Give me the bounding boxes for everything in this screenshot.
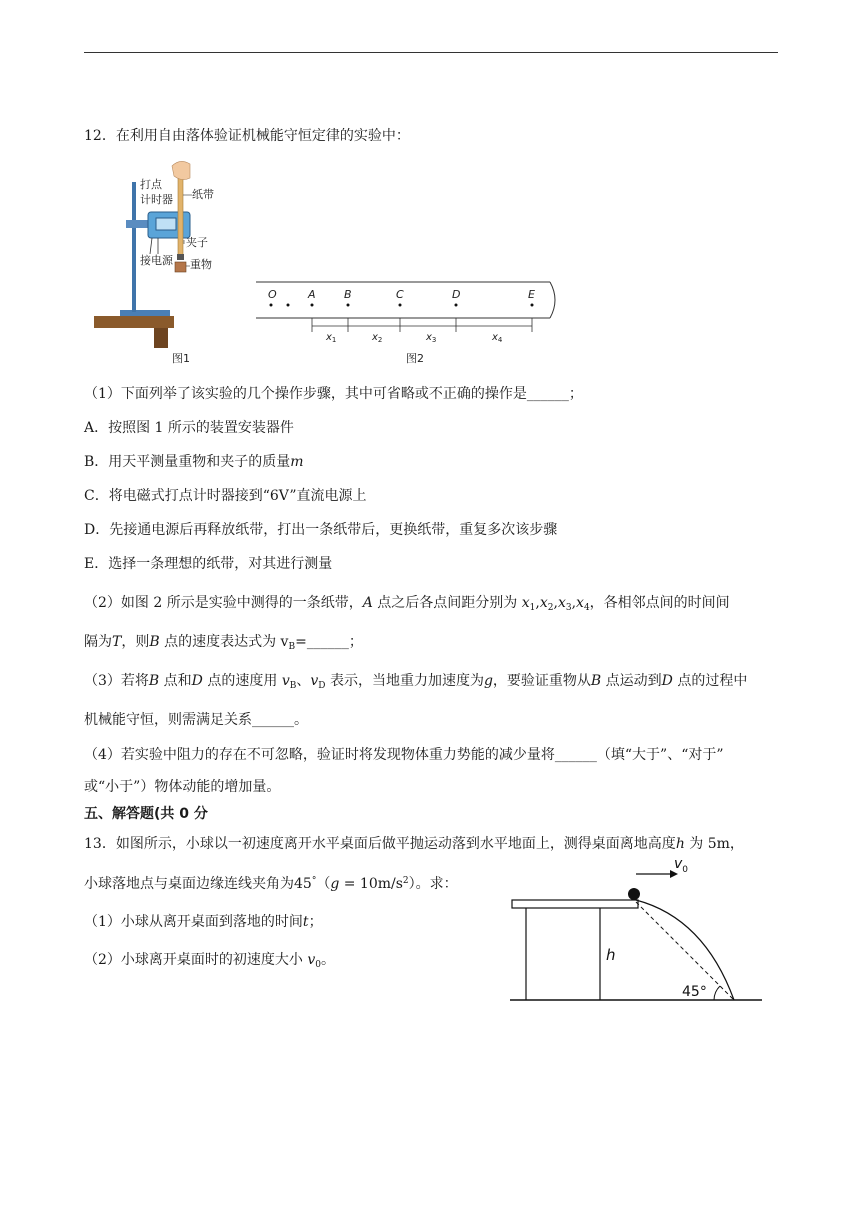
q12-title: 12．在利用自由落体验证机械能守恒定律的实验中： (84, 128, 410, 144)
label-v0: $v_0$ (674, 856, 689, 875)
q12-part4-line2: 或“小于”）物体动能的增加量。 (84, 779, 281, 795)
table-leg (154, 328, 168, 348)
q13-line1: 13．如图所示，小球以一初速度离开水平桌面后做平抛运动落到水平地面上，测得桌面离地高度h 为 5m， (84, 836, 744, 852)
q12-part2-line1: （2）如图 2 所示是实验中测得的一条纸带，A 点之后各点间距分别为 $x_1,x_2,x_3,x_4$，各相邻点间的时间间 (84, 595, 730, 613)
timer-window (156, 218, 176, 230)
option-a: A．按照图 1 所示的装置安装器件 (84, 420, 294, 436)
label-clip: 夹子 (186, 236, 208, 249)
weight (175, 262, 186, 272)
label-weight: 重物 (190, 258, 212, 271)
point-label-o: O (268, 288, 277, 301)
option-b: B．用天平测量重物和夹子的质量m (84, 454, 304, 470)
q13-sub1: （1）小球从离开桌面到落地的时间t； (84, 914, 323, 930)
gap-label-x4: $x_4$ (492, 332, 503, 344)
hand (172, 161, 190, 179)
header-rule (84, 52, 778, 53)
clip (177, 254, 184, 260)
point-label-b: B (344, 288, 352, 301)
gap-label-x3: $x_3$ (426, 332, 437, 344)
option-d: D．先接通电源后再释放纸带，打出一条纸带后，更换纸带，重复多次该步骤 (84, 522, 558, 538)
stand-pole (132, 182, 136, 312)
point-label-d: D (452, 288, 461, 301)
gap-label-x1: $x_1$ (326, 332, 337, 344)
option-e: E．选择一条理想的纸带，对其进行测量 (84, 556, 333, 572)
label-timer-2: 计时器 (140, 193, 173, 206)
section-5-heading: 五、解答题(共 0 分 (84, 806, 208, 822)
figure-1-caption: 图1 (172, 352, 190, 365)
label-angle: 45° (682, 984, 707, 1000)
label-h: h (606, 946, 616, 964)
figure-2-caption: 图2 (406, 352, 424, 365)
q12-part1: （1）下面列举了该实验的几个操作步骤，其中可省略或不正确的操作是______； (84, 386, 583, 402)
point-label-c: C (396, 288, 404, 301)
label-power: 接电源 (140, 254, 173, 267)
q12-part4-line1: （4）若实验中阻力的存在不可忽略，验证时将发现物体重力势能的减少量将______（填“大于”、“对于” (84, 747, 724, 763)
ball (628, 888, 640, 900)
q13-line2: 小球落地点与桌面边缘连线夹角为$45^\circ(g = 10m/s^2)$。求： (84, 876, 458, 892)
option-c: C．将电磁式打点计时器接到“6V”直流电源上 (84, 488, 367, 504)
figure-2-tape (254, 280, 566, 372)
figure-projectile (508, 854, 770, 1008)
q12-part2-line2: 隔为T，则B 点的速度表达式为 $v_B=\_\_\_\_\_\_$； (84, 634, 363, 652)
q13-sub2: （2）小球离开桌面时的初速度大小 $v_0$。 (84, 952, 336, 970)
label-timer-1: 打点 (140, 178, 162, 191)
label-tape: 纸带 (192, 188, 214, 201)
paper-tape (178, 168, 183, 258)
q12-part3-line1: （3）若将B 点和D 点的速度用 $v_B$、$v_D$ 表示，当地重力加速度为g，要验证重物从B 点运动到D 点的过程中 (84, 673, 748, 691)
table-top (94, 316, 174, 328)
table-top (512, 900, 638, 908)
stand-clamp (126, 220, 148, 228)
point-label-e: E (528, 288, 535, 301)
q12-part3-line2: 机械能守恒，则需满足关系______。 (84, 712, 308, 728)
point-label-a: A (308, 288, 316, 301)
figure-1-apparatus (92, 158, 232, 368)
gap-label-x2: $x_2$ (372, 332, 383, 344)
stand-base (120, 310, 170, 316)
